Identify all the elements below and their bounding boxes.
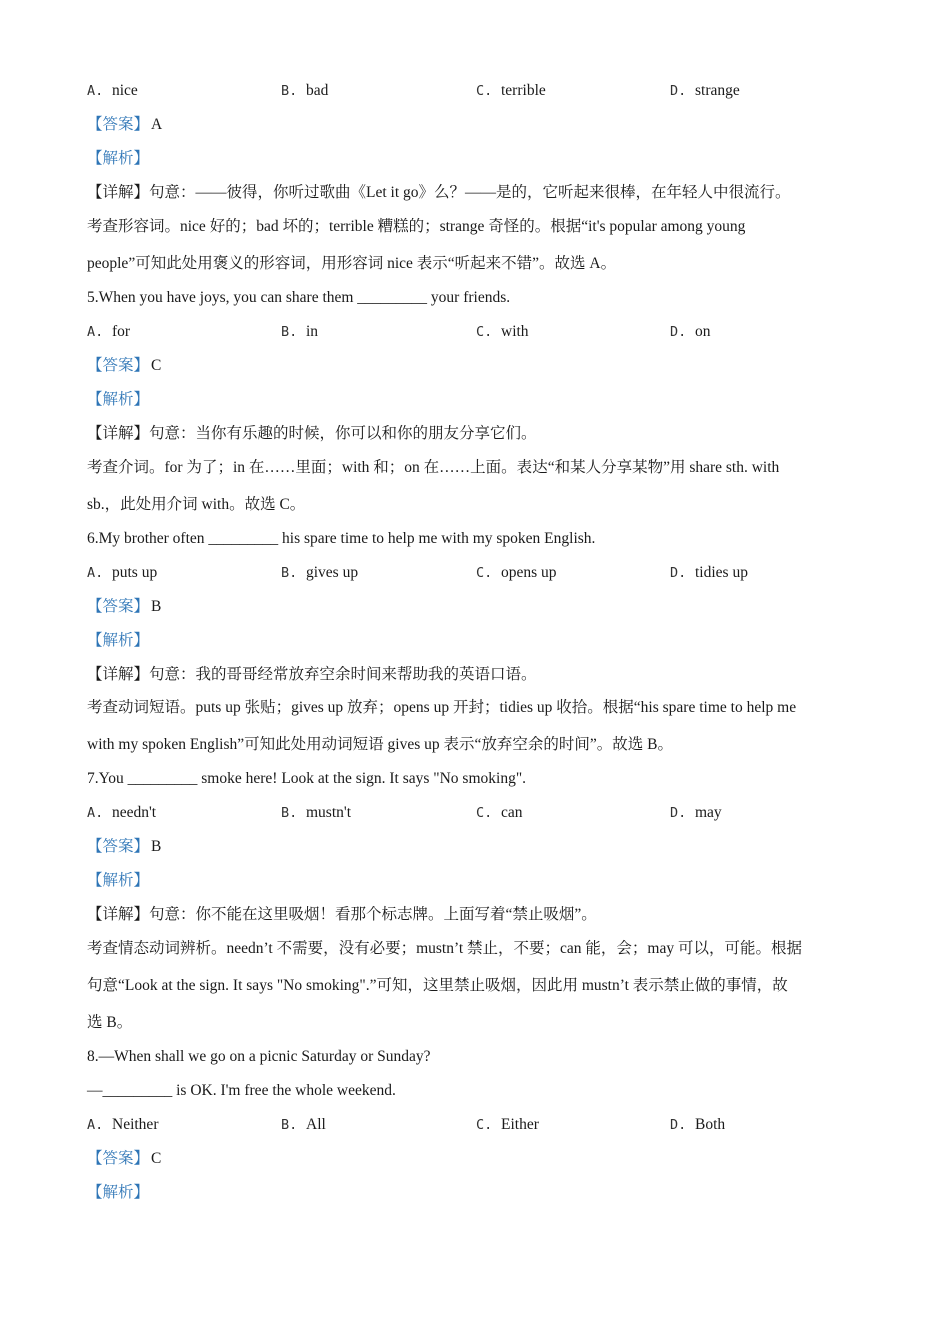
q8-answer — [87, 1149, 161, 1169]
q6-stem: 6.My brother often _________ his spare time to help me with my spoken English. — [87, 530, 596, 547]
q5-explain-1: 考查介词。for 为了；in 在……里面；with 和；on 在……上面。表达“和某人分享某物”用 share sth. with — [87, 459, 780, 476]
q6-detail: 【详解】句意：我的哥哥经常放弃空余时间来帮助我的英语口语。 — [87, 666, 537, 683]
option-c: C. terrible — [476, 82, 546, 99]
q5-options — [87, 322, 867, 342]
q4-options — [87, 81, 867, 101]
option-a: A. puts up — [87, 564, 158, 581]
answer-tag: 【答案】 — [87, 116, 150, 133]
answer-value: B — [151, 838, 162, 855]
option-b: B. in — [281, 323, 319, 340]
q4-detail: 【详解】句意：——彼得，你听过歌曲《Let it go》么？——是的，它听起来很棒，在年轻人中很流行。 — [87, 184, 791, 201]
answer-tag: 【答案】 — [87, 838, 150, 855]
option-a: A. Neither — [87, 1116, 159, 1133]
q7-stem: 7.You _________ smoke here! Look at the sign. It says "No smoking". — [87, 770, 527, 787]
q4-explain-1: 考查形容词。nice 好的；bad 坏的；terrible 糟糕的；strange 奇怪的。根据“it's popular among young — [87, 218, 746, 235]
q5-answer — [87, 356, 161, 376]
q6-explain-1: 考查动词短语。puts up 张贴；gives up 放弃；opens up 开封；tidies up 收拾。根据“his spare time to help me — [87, 699, 797, 716]
answer-value: C — [151, 357, 162, 374]
q6-answer — [87, 597, 161, 617]
answer-tag: 【答案】 — [87, 598, 150, 615]
option-d: D. may — [670, 804, 722, 821]
option-b: B. bad — [281, 82, 329, 99]
answer-value: C — [151, 1150, 162, 1167]
q6-explain-2: with my spoken English”可知此处用动词短语 gives up 表示“放弃空余的时间”。故选 B。 — [87, 736, 673, 753]
q6-options — [87, 563, 867, 583]
answer-tag: 【答案】 — [87, 1150, 150, 1167]
answer-value: B — [151, 598, 162, 615]
q7-explain-3: 选 B。 — [87, 1014, 133, 1031]
option-c: C. can — [476, 804, 523, 821]
option-b: B. gives up — [281, 564, 359, 581]
q5-detail: 【详解】句意：当你有乐趣的时候，你可以和你的朋友分享它们。 — [87, 425, 537, 442]
option-d: D. on — [670, 323, 711, 340]
answer-tag: 【答案】 — [87, 357, 150, 374]
q7-analysis-tag: 【解析】 — [87, 872, 150, 889]
option-a: A. for — [87, 323, 131, 340]
option-d: D. tidies up — [670, 564, 748, 581]
option-c: C. Either — [476, 1116, 539, 1133]
option-a: A. nice — [87, 82, 138, 99]
q8-analysis-tag: 【解析】 — [87, 1184, 150, 1201]
q6-analysis-tag: 【解析】 — [87, 632, 150, 649]
option-c: C. opens up — [476, 564, 557, 581]
option-b: B. All — [281, 1116, 326, 1133]
q5-stem: 5.When you have joys, you can share them _________ your friends. — [87, 289, 511, 306]
q7-explain-2: 句意“Look at the sign. It says "No smoking".”可知，这里禁止吸烟，因此用 mustn’t 表示禁止做的事情，故 — [87, 977, 788, 994]
q8-stem-1: 8.—When shall we go on a picnic Saturday or Sunday? — [87, 1048, 431, 1065]
q5-explain-2: sb.，此处用介词 with。故选 C。 — [87, 496, 306, 513]
option-b: B. mustn't — [281, 804, 351, 821]
q7-explain-1: 考查情态动词辨析。needn’t 不需要，没有必要；mustn’t 禁止，不要；can 能，会；may 可以，可能。根据 — [87, 940, 802, 957]
q4-analysis-tag: 【解析】 — [87, 150, 150, 167]
answer-value: A — [151, 116, 163, 133]
q4-answer — [87, 115, 162, 135]
option-c: C. with — [476, 323, 529, 340]
option-d: D. strange — [670, 82, 740, 99]
q4-explain-2: people”可知此处用褒义的形容词，用形容词 nice 表示“听起来不错”。故选 A。 — [87, 255, 617, 272]
q8-stem-2: —_________ is OK. I'm free the whole weekend. — [87, 1082, 396, 1099]
option-a: A. needn't — [87, 804, 157, 821]
q5-analysis-tag: 【解析】 — [87, 391, 150, 408]
option-d: D. Both — [670, 1116, 726, 1133]
q7-detail: 【详解】句意：你不能在这里吸烟！看那个标志牌。上面写着“禁止吸烟”。 — [87, 906, 597, 923]
q8-options — [87, 1115, 867, 1135]
q7-answer — [87, 837, 161, 857]
q7-options — [87, 803, 867, 823]
